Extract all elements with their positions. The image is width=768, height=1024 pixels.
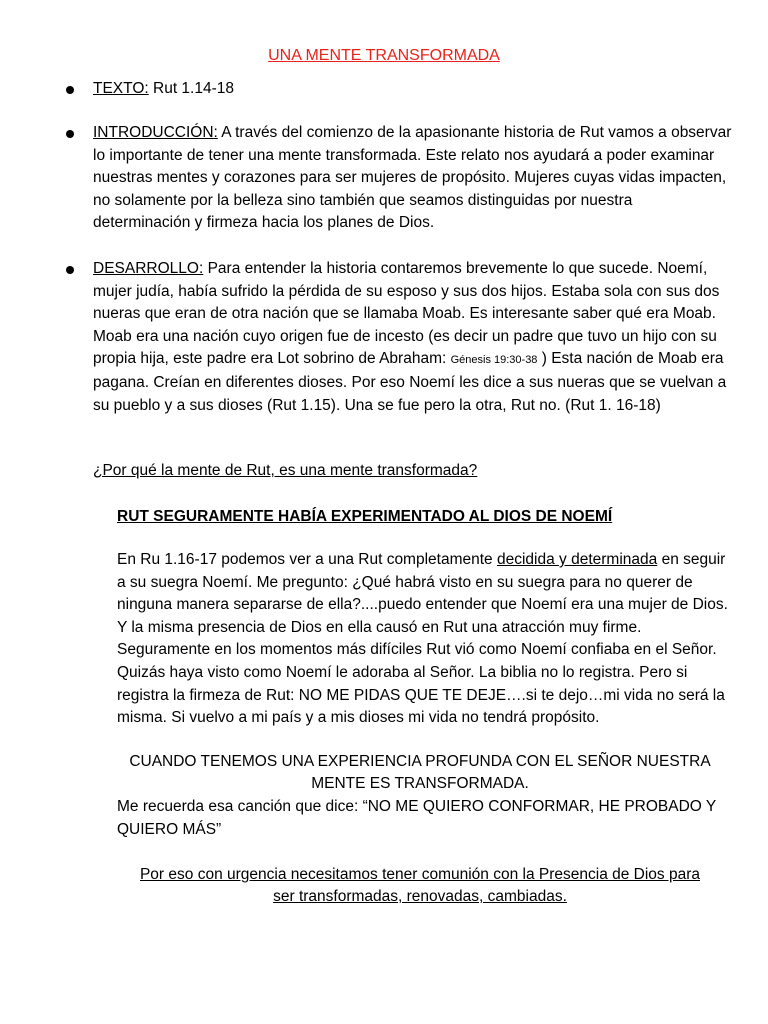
body-text-start: En Ru 1.16-17 podemos ver a una Rut completamente bbox=[117, 551, 497, 568]
desarrollo-text-2: ) Esta nación de Moab era pagana. Creían en diferentes dioses. Por eso Noemí les dice a sus nueras que se vuelvan a su pueblo y a sus dioses (Rut 1.15). Una se fue pero la otra, Rut no. (Rut 1. 16-18) bbox=[93, 350, 727, 414]
texto-value: Rut 1.14-18 bbox=[148, 80, 235, 97]
desarrollo-label: DESARROLLO: bbox=[93, 260, 204, 277]
centered-line-2: MENTE ES TRANSFORMADA. bbox=[311, 775, 529, 792]
body-underlined-phrase: decidida y determinada bbox=[496, 551, 658, 568]
introduccion-label: INTRODUCCIÓN: bbox=[93, 124, 218, 141]
section-subheading: RUT SEGURAMENTE HABÍA EXPERIMENTADO AL DIOS DE NOEMÍ bbox=[117, 508, 613, 525]
bullet-icon bbox=[66, 130, 74, 138]
genesis-reference: Génesis 19:30-38 bbox=[450, 354, 538, 367]
song-quote: Me recuerda esa canción que dice: “NO ME QUIERO CONFORMAR, HE PROBADO Y QUIERO MÁS” bbox=[117, 798, 716, 838]
desarrollo-paragraph bbox=[93, 258, 733, 417]
question-heading: ¿Por qué la mente de Rut, es una mente transformada? bbox=[93, 462, 478, 479]
body-text-end: en seguir a su suegra Noemí. Me pregunto: ¿Qué habrá visto en su suegra para no querer de ninguna manera separarse de ella?....puedo entender que Noemí era una mujer de Dios. Y la misma presencia de Dios en ella causó en Rut una atracción muy firme. Seguramente en los momentos más difíciles Rut vió como Noemí confiaba en el Señor. Quizás haya visto como Noemí le adoraba al Señor. La biblia no lo registra. Pero si registra la firmeza de Rut: NO ME PIDAS QUE TE DEJE….si te dejo…mi vida no será la misma. Si vuelvo a mi país y a mis dioses mi vida no tendrá propósito. bbox=[117, 551, 728, 727]
bullet-icon bbox=[66, 86, 74, 94]
closing-line-2: ser transformadas, renovadas, cambiadas. bbox=[273, 888, 567, 905]
introduccion-paragraph bbox=[93, 122, 733, 235]
desarrollo-text-1: Para entender la historia contaremos brevemente lo que sucede. Noemí, mujer judía, había sufrido la pérdida de su esposo y sus dos hijos. Estaba sola con sus dos nueras que eran de otra nación que se llamaba Moab. Es interesante saber qué era Moab. Moab era una nación cuyo origen fue de incesto (es decir un padre que tuvo un hijo con su propia hija, este padre era Lot sobrino de Abraham: bbox=[93, 260, 720, 368]
document-title: UNA MENTE TRANSFORMADA bbox=[268, 47, 500, 64]
bullet-icon bbox=[66, 266, 74, 274]
body-paragraph bbox=[117, 549, 737, 730]
centered-line-1: CUANDO TENEMOS UNA EXPERIENCIA PROFUNDA CON EL SEÑOR NUESTRA bbox=[129, 753, 711, 770]
closing-line-1: Por eso con urgencia necesitamos tener comunión con la Presencia de Dios para bbox=[139, 866, 701, 883]
texto-label: TEXTO: bbox=[93, 80, 149, 97]
introduccion-text: A través del comienzo de la apasionante historia de Rut vamos a observar lo importante de tener una mente transformada. Este relato nos ayudará a poder examinar nuestras mentes y corazones para ser mujeres de propósito. Mujeres cuyas vidas impacten, no solamente por la belleza sino también que seamos distinguidas por nuestra determinación y firmeza hacia los planes de Dios. bbox=[93, 124, 732, 232]
texto-paragraph bbox=[93, 78, 733, 101]
